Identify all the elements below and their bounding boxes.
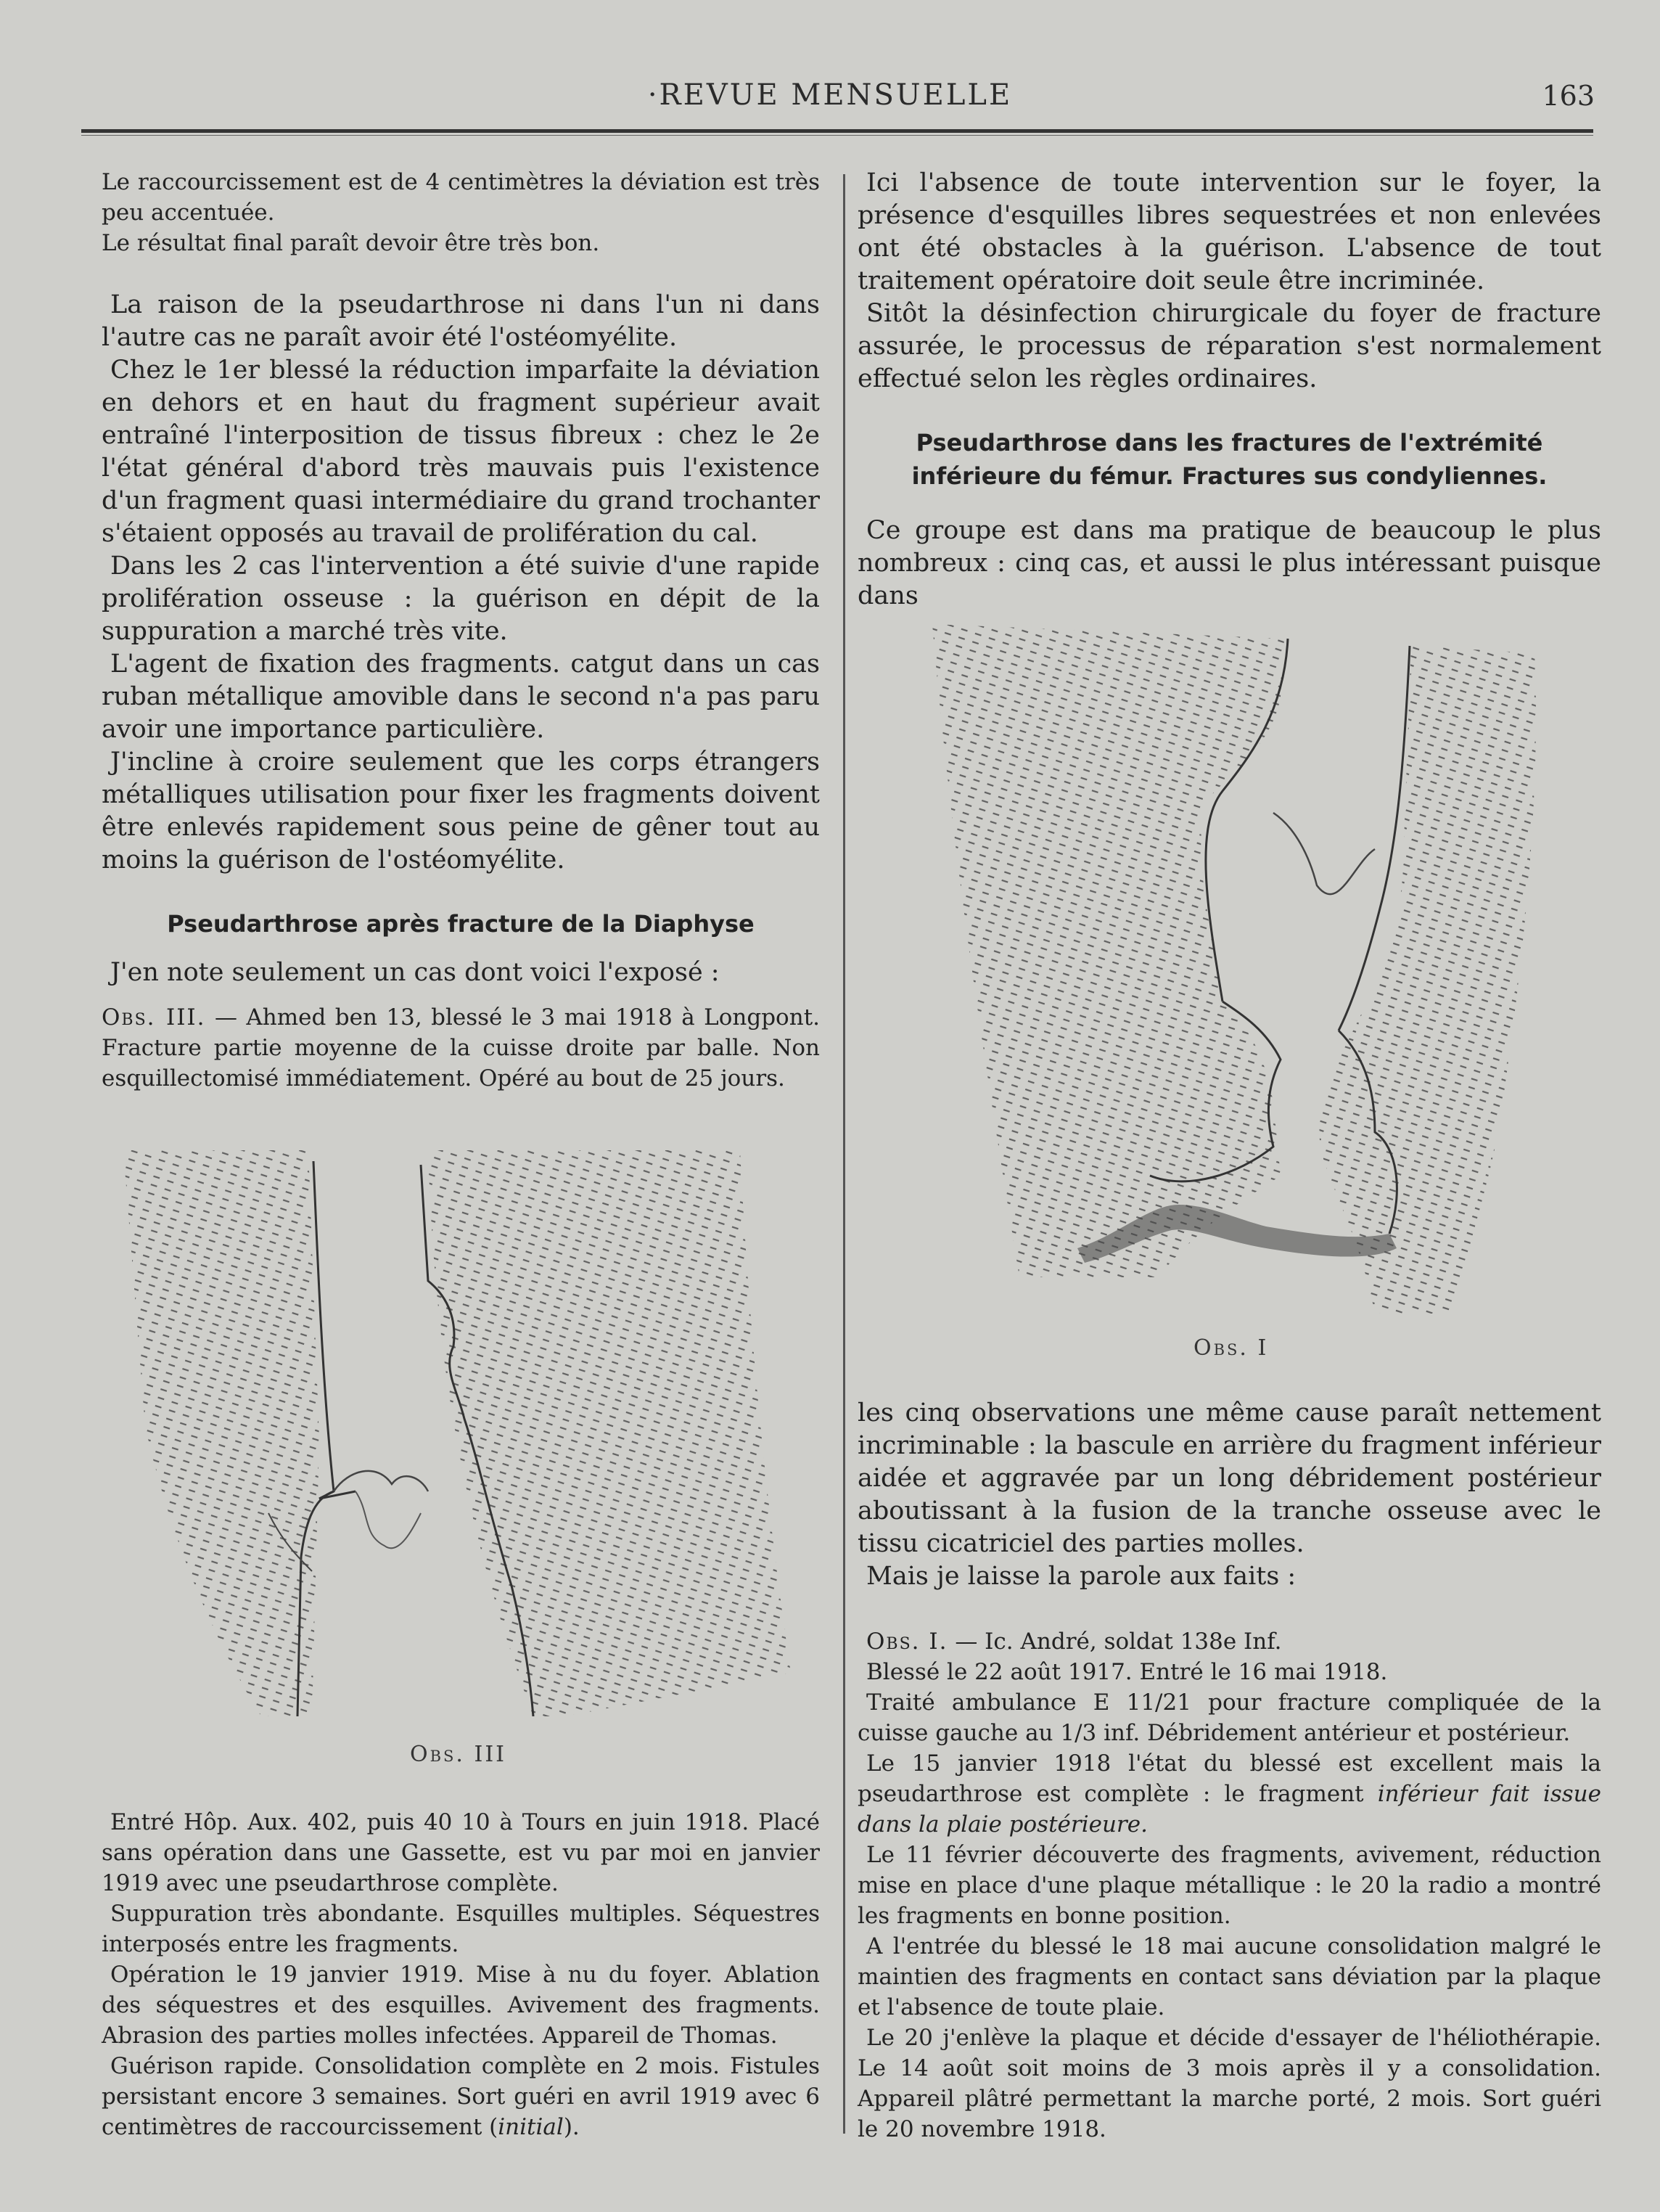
section-heading-femur: Pseudarthrose dans les fractures de l'extrémité inférieure du fémur. Fractures sus condyliennes. bbox=[911, 429, 1548, 490]
paragraph: Mais je laisse la parole aux faits : bbox=[866, 1562, 1297, 1591]
running-header-title: ·REVUE MENSUELLE bbox=[647, 78, 1013, 112]
figure-caption-obs-1: Obs. I bbox=[1193, 1335, 1269, 1361]
paragraph: Le 11 février découverte des fragments, avivement, réduction mise en place d'une plaque métallique : le 20 la radio a montré les fragments en bonne position. bbox=[858, 1842, 1601, 1929]
observation-label: Obs. I. bbox=[866, 1629, 948, 1655]
femur-diaphysis-illustration bbox=[116, 1150, 798, 1716]
paragraph: Suppuration très abondante. Esquilles multiples. Séquestres interposés entre les fragments. bbox=[102, 1901, 820, 1957]
left-column-continued bbox=[102, 1807, 820, 2142]
column-divider bbox=[843, 174, 845, 2134]
section-heading-diaphyse: Pseudarthrose après fracture de la Diaphyse bbox=[167, 910, 755, 938]
paragraph: L'agent de fixation des fragments. catgut dans un cas ruban métallique amovible dans le second n'a pas paru avoir une importance particulière. bbox=[102, 650, 820, 744]
paragraph: La raison de la pseudarthrose ni dans l'un ni dans l'autre cas ne paraît avoir été l'ostéomyélite. bbox=[102, 290, 820, 352]
paragraph: Ici l'absence de toute intervention sur le foyer, la présence d'esquilles libres sequestrées et non enlevées ont été obstacles à la guérison. L'absence de tout traitement opératoire doit seule être incriminée. bbox=[858, 168, 1601, 295]
paragraph: Opération le 19 janvier 1919. Mise à nu du foyer. Ablation des séquestres et des esquilles. Avivement des fragments. Abrasion des parties molles infectées. Appareil de Thomas. bbox=[102, 1962, 820, 2049]
figure-obs-1 bbox=[932, 624, 1542, 1314]
paragraph: A l'entrée du blessé le 18 mai aucune consolidation malgré le maintien des fragments en contact sans déviation par la plaque et l'absence de toute plaie. bbox=[858, 1933, 1601, 2020]
right-column bbox=[858, 167, 1601, 613]
paragraph: J'incline à croire seulement que les corps étrangers métalliques utilisation pour fixer les fragments doivent être enlevés rapidement sous peine de gêner tout au moins la guérison de l'ostéomyélite. bbox=[102, 747, 820, 874]
figure-caption-obs-3: Obs. III bbox=[410, 1742, 507, 1767]
paragraph: Traité ambulance E 11/21 pour fracture compliquée de la cuisse gauche au 1/3 inf. Débridement antérieur et postérieur. bbox=[858, 1689, 1601, 1746]
figure-obs-3 bbox=[116, 1150, 798, 1716]
paragraph: J'en note seulement un cas dont voici l'exposé : bbox=[110, 958, 720, 987]
paragraph: Ce groupe est dans ma pratique de beaucoup le plus nombreux : cinq cas, et aussi le plus intéressant puisque dans bbox=[858, 516, 1601, 610]
page-number: 163 bbox=[1542, 80, 1595, 112]
paragraph: Chez le 1er blessé la réduction imparfaite la déviation en dehors et en haut du fragment supérieur avait entraîné l'interposition de tissus fibreux : chez le 2e l'état général d'abord très mauvais puis l'existence d'un fragment quasi intermédiaire du grand trochanter s'étaient opposés au travail de prolifération du cal. bbox=[102, 356, 820, 548]
paragraph: Le résultat final paraît devoir être très bon. bbox=[102, 230, 600, 256]
paragraph: les cinq observations une même cause paraît nettement incriminable : la bascule en arrière du fragment inférieur aidée et aggravée par un long débridement postérieur aboutissant à la fusion de la tranche osseuse avec le tissu cicatriciel des parties molles. bbox=[858, 1398, 1601, 1558]
paragraph: Blessé le 22 août 1917. Entré le 16 mai 1918. bbox=[866, 1659, 1388, 1685]
femur-condyle-illustration bbox=[932, 624, 1542, 1314]
left-column bbox=[102, 167, 820, 1094]
right-column-continued bbox=[858, 1397, 1601, 2145]
paragraph: Guérison rapide. Consolidation complète en 2 mois. Fistules persistant encore 3 semaines. Sort guéri en avril 1919 avec 6 centimètres de raccourcissement (initial). bbox=[102, 2053, 820, 2140]
paragraph: Sitôt la désinfection chirurgicale du foyer de fracture assurée, le processus de réparation s'est normalement effectué selon les règles ordinaires. bbox=[858, 299, 1601, 393]
paragraph: Dans les 2 cas l'intervention a été suivie d'une rapide prolifération osseuse : la guérison en dépit de la suppuration a marché très vite. bbox=[102, 552, 820, 646]
observation-3-text: Obs. III. — Ahmed ben 13, blessé le 3 mai 1918 à Longpont. Fracture partie moyenne de la cuisse droite par balle. Non esquillectomisé immédiatement. Opéré au bout de 25 jours. bbox=[102, 1004, 820, 1091]
observation-label: Obs. III. bbox=[102, 1004, 206, 1031]
paragraph: Le raccourcissement est de 4 centimètres la déviation est très peu accentuée. bbox=[102, 169, 820, 226]
header-rule bbox=[81, 129, 1593, 136]
paragraph: Le 20 j'enlève la plaque et décide d'essayer de l'héliothérapie. Le 14 août soit moins de 3 mois après il y a consolidation. Appareil plâtré permettant la marche porté, 2 mois. Sort guéri le 20 novembre 1918. bbox=[858, 2025, 1601, 2142]
paragraph: Le 15 janvier 1918 l'état du blessé est excellent mais la pseudarthrose est complète : le fragment inférieur fait issue dans la plaie postérieure. bbox=[858, 1750, 1601, 1838]
observation-1-text: Obs. I. — Ic. André, soldat 138e Inf. bbox=[866, 1629, 1282, 1655]
paragraph: Entré Hôp. Aux. 402, puis 40 10 à Tours en juin 1918. Placé sans opération dans une Gassette, est vu par moi en janvier 1919 avec une pseudarthrose complète. bbox=[102, 1809, 820, 1896]
